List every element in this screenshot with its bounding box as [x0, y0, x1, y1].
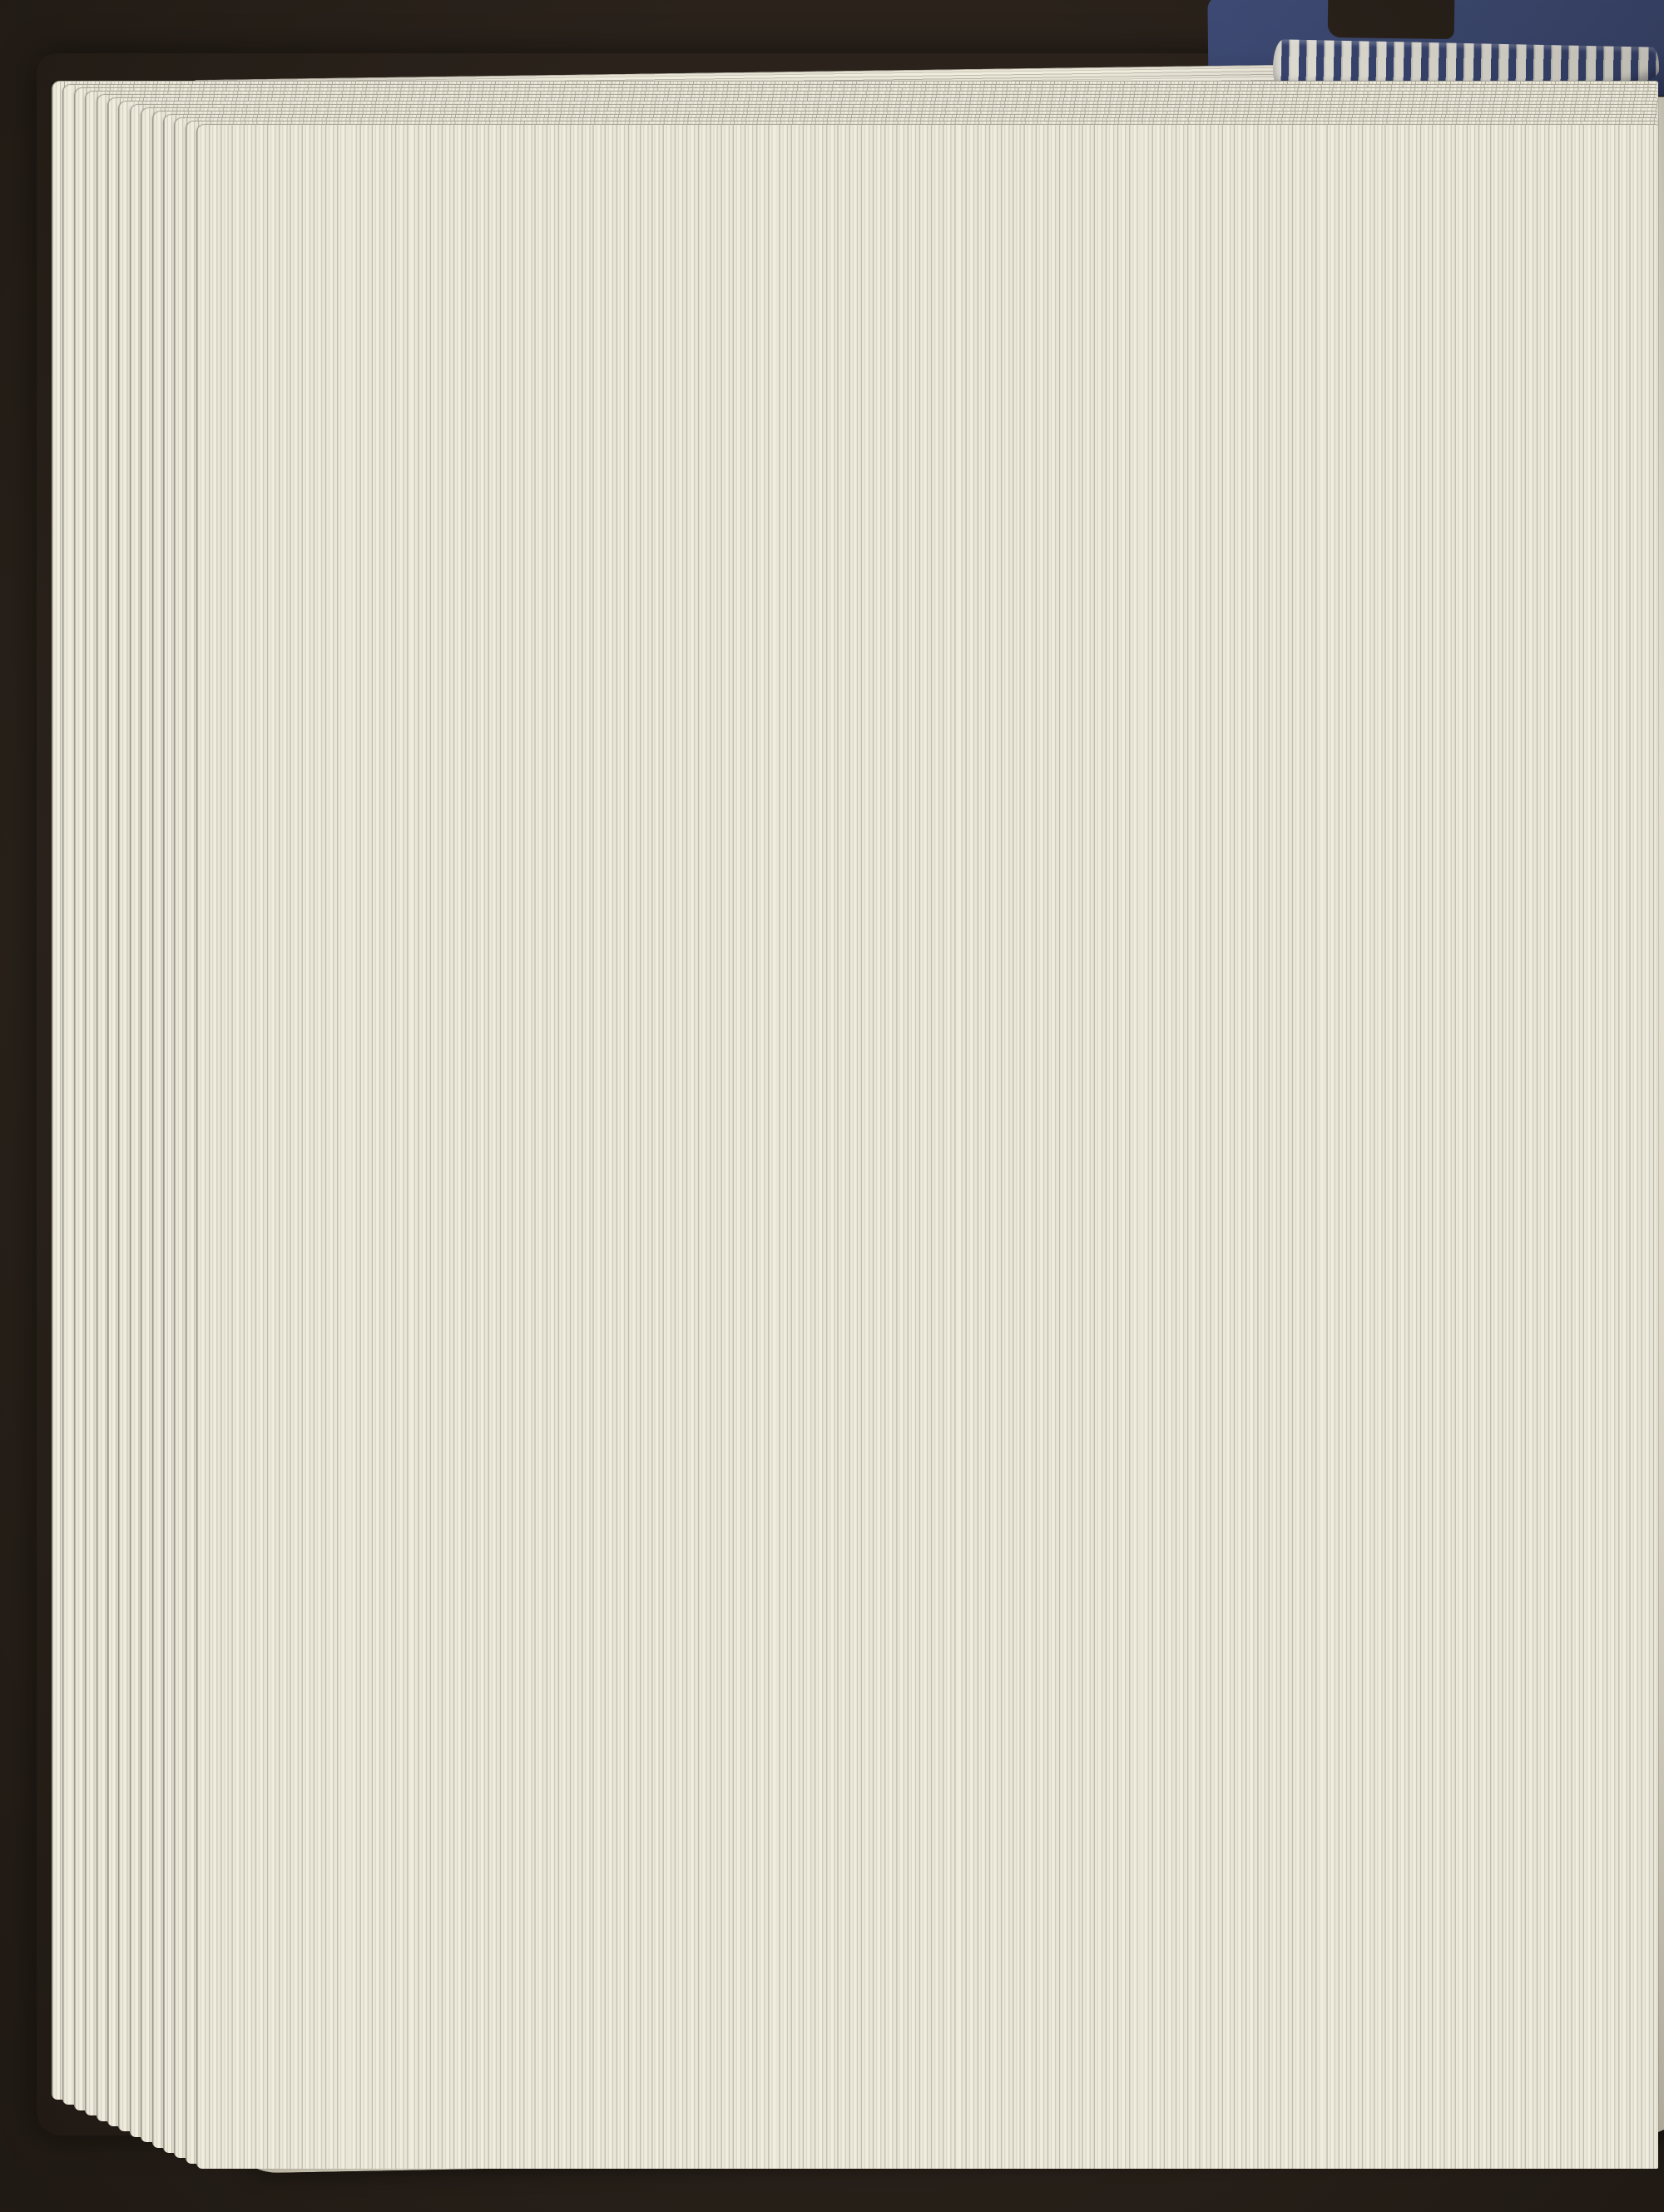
background-gap — [1328, 0, 1455, 39]
page-edge-sheet — [196, 124, 1658, 2169]
